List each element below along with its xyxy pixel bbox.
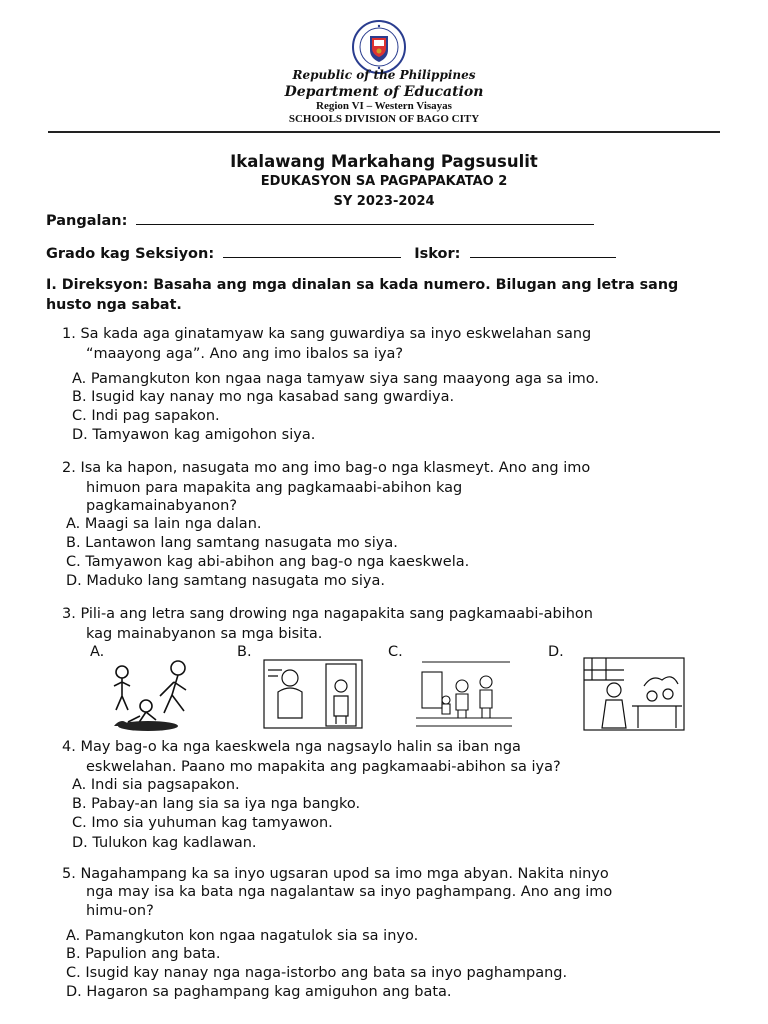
q5-choice-a[interactable]: A. Pamangkuton kon ngaa nagatulok sia sa inyo.	[66, 928, 419, 944]
question-2-line-3: pagkamainabyanon?	[86, 498, 238, 514]
score-blank[interactable]	[470, 245, 616, 258]
grade-blank[interactable]	[223, 245, 401, 258]
q1-choice-a[interactable]: A. Pamangkuton kon ngaa naga tamyaw siya sang maayong aga sa imo.	[72, 371, 599, 387]
question-1-line-1: 1. Sa kada aga ginatamyaw ka sang guwardiya sa inyo eskwelahan sang	[62, 326, 592, 342]
q5-choice-d[interactable]: D. Hagaron sa paghampang kag amiguhon ang bata.	[66, 984, 452, 1000]
directions-line-1: I. Direksyon: Basaha ang mga dinalan sa kada numero. Bilugan ang letra sang	[46, 277, 679, 293]
department-heading: Department of Education	[284, 84, 484, 100]
question-3-line-2: kag mainabyanon sa mga bisita.	[86, 626, 323, 642]
q3-choice-c[interactable]: C.	[388, 644, 403, 660]
q5-choice-b[interactable]: B. Papulion ang bata.	[66, 946, 221, 962]
drawing-d-kitchen-scene-icon[interactable]	[582, 656, 686, 732]
score-label: Iskor:	[414, 246, 461, 262]
q2-choice-c[interactable]: C. Tamyawon kag abi-abihon ang bag-o nga kaeskwela.	[66, 554, 470, 570]
drawing-c-children-greeting-icon[interactable]	[414, 656, 514, 734]
q3-choice-d[interactable]: D.	[548, 644, 564, 660]
question-3-line-1: 3. Pili-a ang letra sang drowing nga nagapakita sang pagkamaabi-abihon	[62, 606, 593, 622]
deped-seal-icon	[352, 20, 406, 74]
subject-title: EDUKASYON SA PAGPAPAKATAO 2	[260, 174, 508, 189]
q4-choice-a[interactable]: A. Indi sia pagsapakon.	[72, 777, 240, 793]
question-5-line-3: himu-on?	[86, 903, 154, 919]
q1-choice-d[interactable]: D. Tamyawon kag amigohon siya.	[72, 427, 316, 443]
division-heading: SCHOOLS DIVISION OF BAGO CITY	[288, 113, 480, 125]
exam-title: Ikalawang Markahang Pagsusulit	[230, 152, 538, 171]
drawing-a-children-helping-icon[interactable]	[100, 656, 210, 734]
question-2-line-1: 2. Isa ka hapon, nasugata mo ang imo bag-o nga klasmeyt. Ano ang imo	[62, 460, 591, 476]
drawing-b-family-at-door-icon[interactable]	[262, 656, 364, 732]
republic-heading: Republic of the Philippines	[292, 68, 476, 82]
question-4-line-2: eskwelahan. Paano mo mapakita ang pagkamaabi-abihon sa iya?	[86, 759, 561, 775]
question-5-line-2: nga may isa ka bata nga nagalantaw sa inyo paghampang. Ano ang imo	[86, 884, 613, 900]
q1-choice-c[interactable]: C. Indi pag sapakon.	[72, 408, 220, 424]
q2-choice-a[interactable]: A. Maagi sa lain nga dalan.	[66, 516, 262, 532]
region-heading: Region VI – Western Visayas	[316, 100, 452, 112]
q3-choice-b[interactable]: B.	[237, 644, 252, 660]
name-label: Pangalan:	[46, 213, 128, 229]
question-5-line-1: 5. Nagahampang ka sa inyo ugsaran upod sa imo mga abyan. Nakita ninyo	[62, 866, 609, 882]
q5-choice-c[interactable]: C. Isugid kay nanay nga naga-istorbo ang bata sa inyo paghampang.	[66, 965, 568, 981]
name-row	[46, 212, 594, 229]
q3-drawings	[0, 656, 768, 736]
q1-choice-b[interactable]: B. Isugid kay nanay mo nga kasabad sang gwardiya.	[72, 389, 455, 405]
school-year: SY 2023-2024	[333, 194, 435, 209]
grade-row	[46, 245, 616, 262]
question-4-line-1: 4. May bag-o ka nga kaeskwela nga nagsaylo halin sa iban nga	[62, 739, 521, 755]
grade-label: Grado kag Seksiyon:	[46, 246, 215, 262]
q4-choice-b[interactable]: B. Pabay-an lang sia sa iya nga bangko.	[72, 796, 361, 812]
q4-choice-d[interactable]: D. Tulukon kag kadlawan.	[72, 835, 257, 851]
directions-line-2: husto nga sabat.	[46, 297, 182, 313]
q3-choice-a[interactable]: A.	[90, 644, 105, 660]
q2-choice-b[interactable]: B. Lantawon lang samtang nasugata mo siya.	[66, 535, 398, 551]
question-2-line-2: himuon para mapakita ang pagkamaabi-abihon kag	[86, 480, 463, 496]
q2-choice-d[interactable]: D. Maduko lang samtang nasugata mo siya.	[66, 573, 385, 589]
header-divider	[48, 131, 720, 133]
name-blank[interactable]	[136, 212, 594, 225]
q4-choice-c[interactable]: C. Imo sia yuhuman kag tamyawon.	[72, 815, 333, 831]
question-1-line-2: “maayong aga”. Ano ang imo ibalos sa iya?	[86, 346, 404, 362]
